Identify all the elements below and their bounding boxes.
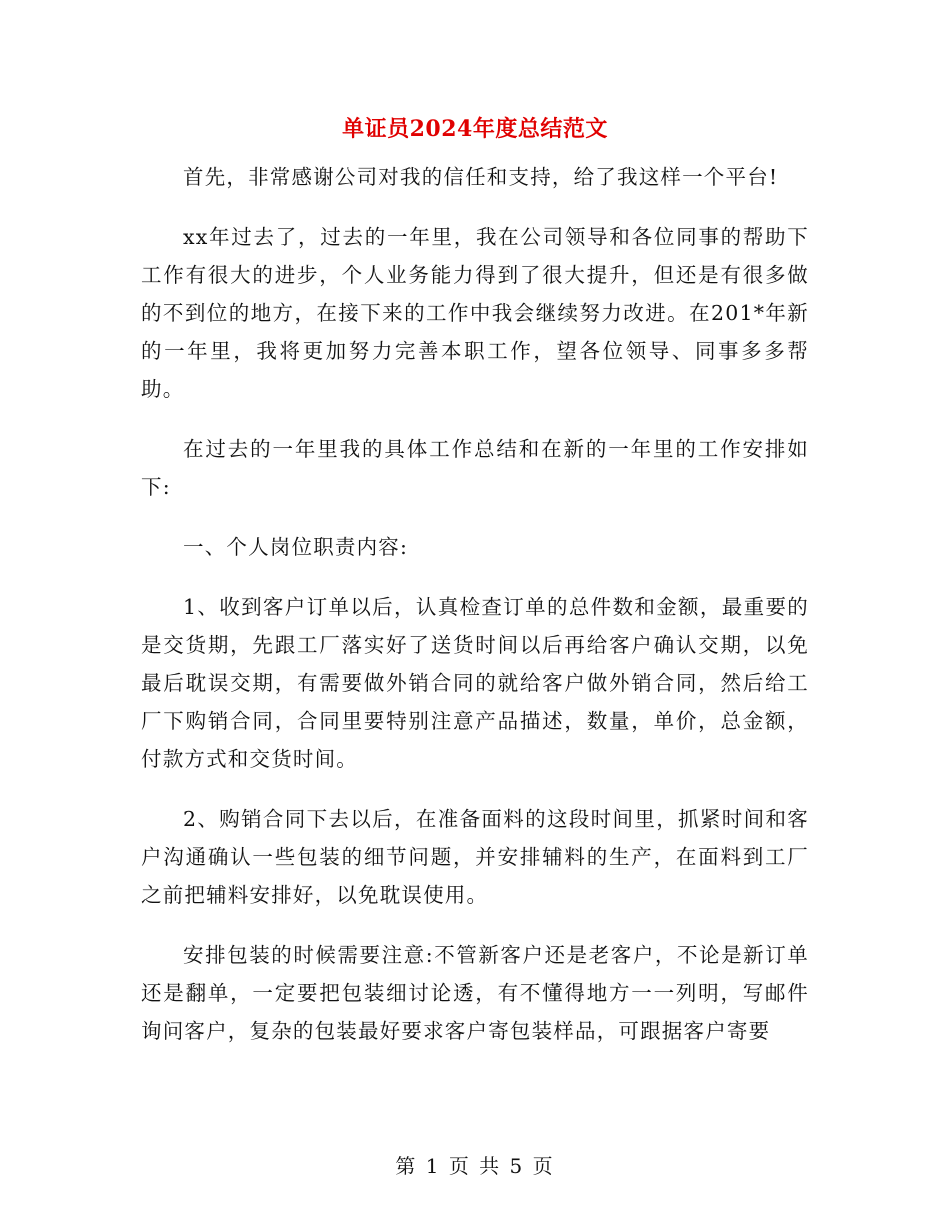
- paragraph-3: 在过去的一年里我的具体工作总结和在新的一年里的工作安排如下:: [141, 437, 809, 499]
- paragraph-7: 安排包装的时候需要注意:不管新客户还是老客户，不论是新订单还是翻单，一定要把包装细讨论透，有不懂得地方一一列明，写邮件询问客户，复杂的包装最好要求客户寄包装样品，可跟据客户寄要: [141, 943, 809, 1043]
- paragraph-1: 首先，非常感谢公司对我的信任和支持，给了我这样一个平台!: [183, 165, 779, 189]
- paragraph-2: xx年过去了，过去的一年里，我在公司领导和各位同事的帮助下工作有很大的进步，个人业务能力得到了很大提升，但还是有很多做的不到位的地方，在接下来的工作中我会继续努力改进。在201*年新的一年里，我将更加努力完善本职工作，望各位领导、同事多多帮助。: [141, 225, 809, 401]
- paragraph-6: 2、购销合同下去以后，在准备面料的这段时间里，抓紧时间和客户沟通确认一些包装的细节问题，并安排辅料的生产，在面料到工厂之前把辅料安排好，以免耽误使用。: [141, 807, 809, 907]
- document-title: 单证员2024年度总结范文: [342, 116, 608, 142]
- paragraph-4: 一、个人岗位职责内容:: [183, 535, 409, 559]
- page-footer: 第 1 页 共 5 页: [395, 1154, 555, 1178]
- document-body: [141, 158, 809, 1072]
- paragraph-5: 1、收到客户订单以后，认真检查订单的总件数和金额，最重要的是交货期，先跟工厂落实好了送货时间以后再给客户确认交期，以免最后耽误交期，有需要做外销合同的就给客户做外销合同，然后给工厂下购销合同，合同里要特别注意产品描述，数量，单价，总金额，付款方式和交货时间。: [141, 595, 809, 771]
